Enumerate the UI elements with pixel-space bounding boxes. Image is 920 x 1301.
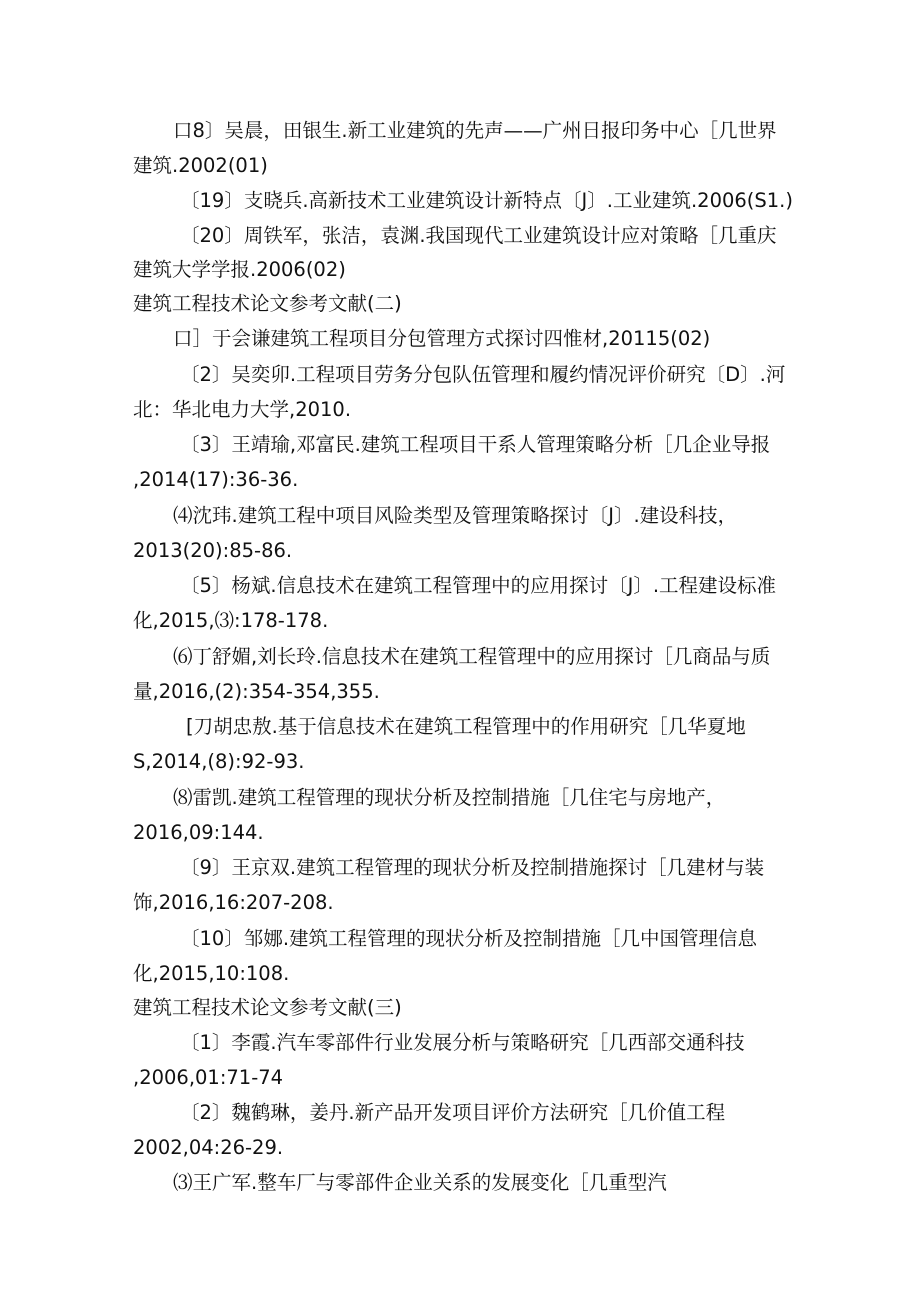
reference-line: 饰,2016,16:207-208. (133, 891, 334, 914)
reference-line: 〔2〕吴奕卯.工程项目劳务分包队伍管理和履约情况评价研究〔D〕.河 (180, 363, 786, 386)
reference-line: 化,2015,⑶:178-178. (133, 609, 329, 632)
reference-line: 建筑.2002(01) (133, 154, 268, 177)
reference-line: 〔2〕魏鹤琳，姜丹.新产品开发项目评价方法研究［几价值工程 (180, 1101, 726, 1124)
reference-line: 2013(20):85-86. (133, 539, 293, 562)
reference-line: 化,2015,10:108. (133, 962, 290, 985)
reference-line: 北：华北电力大学,2010. (133, 398, 352, 421)
section-heading: 建筑工程技术论文参考文献(三) (133, 996, 402, 1019)
reference-line: 〔20〕周铁军，张洁，袁渊.我国现代工业建筑设计应对策略［几重庆 (180, 224, 777, 247)
reference-line: ⑷沈玮.建筑工程中项目风险类型及管理策略探讨〔J〕.建设科技， (173, 504, 738, 527)
reference-line: 量,2016,(2):354-354,355. (133, 680, 380, 703)
reference-line: [刀胡忠敖.基于信息技术在建筑工程管理中的作用研究［几华夏地 (186, 715, 746, 738)
reference-line: 2002,04:26-29. (133, 1136, 284, 1159)
reference-line: 〔3〕王靖瑜,邓富民.建筑工程项目干系人管理策略分析［几企业导报 (180, 433, 771, 456)
reference-line: ,2014(17):36-36. (133, 468, 299, 491)
reference-line: 口8〕吴晨，田银生.新工业建筑的先声——广州日报印务中心［几世界 (173, 119, 777, 142)
reference-line: 建筑大学学报.2006(02) (133, 258, 346, 281)
reference-line: ⑹丁舒媚,刘长玲.信息技术在建筑工程管理中的应用探讨［几商品与质 (173, 645, 771, 668)
reference-line: 〔1〕李霞.汽车零部件行业发展分析与策略研究［几西部交通科技 (180, 1031, 745, 1054)
reference-line: ⑻雷凯.建筑工程管理的现状分析及控制措施［几住宅与房地产， (173, 786, 726, 809)
reference-line: 〔9〕王京双.建筑工程管理的现状分析及控制措施探讨［几建材与装 (180, 856, 765, 879)
reference-line: ⑶王广军.整车厂与零部件企业关系的发展变化［几重型汽 (173, 1171, 667, 1194)
reference-line: ,2006,01:71-74 (133, 1066, 284, 1089)
reference-line: 2016,09:144. (133, 821, 264, 844)
reference-line: 口］于会谦建筑工程项目分包管理方式探讨四惟材,20115(02) (173, 327, 711, 350)
reference-line: 〔10〕邹娜.建筑工程管理的现状分析及控制措施［几中国管理信息 (180, 927, 758, 950)
reference-line: 〔5〕杨斌.信息技术在建筑工程管理中的应用探讨〔J〕.工程建设标准 (180, 574, 777, 597)
section-heading: 建筑工程技术论文参考文献(二) (133, 292, 402, 315)
reference-line: 〔19〕支晓兵.高新技术工业建筑设计新特点〔J〕.工业建筑.2006(S1.) (180, 189, 793, 212)
reference-line: S,2014,(8):92-93. (133, 750, 305, 773)
